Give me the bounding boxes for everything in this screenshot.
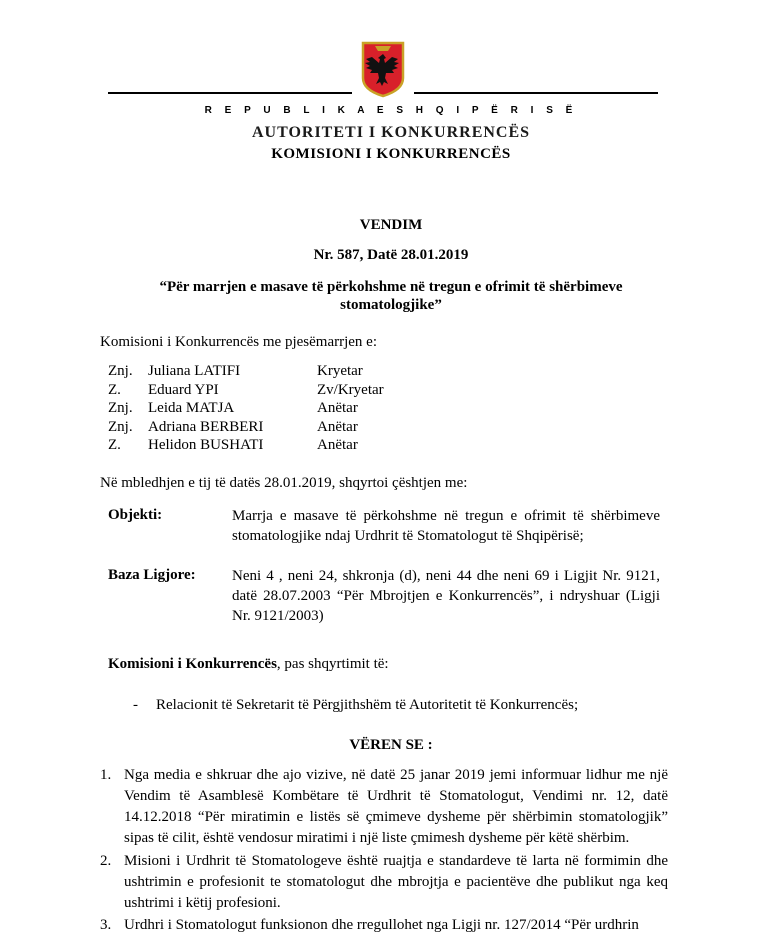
decision-heading: VENDIM [359, 217, 423, 233]
member-name: Leida MATJA [148, 400, 235, 416]
point-text: Urdhri i Stomatologut funksionon dhe rregullohet nga Ligji nr. 127/2014 “Për urdhrin [124, 917, 639, 933]
header-rule-right [414, 92, 658, 94]
objekti-label: Objekti: [108, 507, 163, 523]
relacion-bullet: - [133, 697, 138, 713]
member-title: Znj. [108, 363, 133, 379]
point-text: Misioni i Urdhrit të Stomatologeve është ruajtja e standardeve të larta në formimin dhe ushtrimin e profesionit te stomatologut dhe mbrojtja e pacientëve dhe publikut nga keq ushtrimi i këtij profesioni. [124, 853, 668, 911]
commission-name: KOMISIONI I KONKURRENCËS [271, 146, 511, 162]
member-role: Anëtar [317, 437, 358, 453]
point-number: 1. [100, 767, 112, 783]
member-title: Znj. [108, 400, 133, 416]
member-title: Znj. [108, 419, 133, 435]
member-role: Anëtar [317, 400, 358, 416]
member-name: Adriana BERBERI [148, 419, 264, 435]
member-role: Zv/Kryetar [317, 382, 384, 398]
baza-ligjore-label: Baza Ligjore: [108, 567, 196, 583]
objekti-text: Marrja e masave të përkohshme në tregun e ofrimit të shërbimeve stomatologjike ndaj Urdhrit të Stomatologut të Shqipërisë; [232, 508, 660, 544]
point-text: Nga media e shkruar dhe ajo vizive, në datë 25 janar 2019 jemi informuar lidhur me një Vendim të Asamblesë Kombëtare të Urdhrit të Stomatologut, Vendimi nr. 12, datë 14.12.2018 “Për miratimin e listës së çmimeve dysheme për shërbimin stomatologjik” sipas të cilit, është vendosur miratimi i një liste çmimesh dysheme për këtë shërbim. [124, 767, 668, 846]
intro-text: Komisioni i Konkurrencës me pjesëmarrjen e: [100, 334, 378, 350]
albanian-eagle-emblem-icon [360, 40, 406, 98]
komisioni-rest: , pas shqyrtimit të: [276, 656, 389, 672]
point-number: 3. [100, 917, 112, 933]
relacion-text: Relacionit të Sekretarit të Përgjithshëm të Autoritetit të Konkurrencës; [156, 697, 579, 713]
member-name: Eduard YPI [148, 382, 219, 398]
member-role: Anëtar [317, 419, 358, 435]
header-rule-left [108, 92, 352, 94]
member-role: Kryetar [317, 363, 363, 379]
member-title: Z. [108, 382, 121, 398]
komisioni-bold: Komisioni i Konkurrencës [108, 656, 277, 672]
komisioni-line [108, 656, 389, 673]
member-name: Juliana LATIFI [148, 363, 241, 379]
meeting-text: Në mbledhjen e tij të datës 28.01.2019, shqyrtoi çështjen me: [100, 475, 468, 491]
baza-ligjore-text: Neni 4 , neni 24, shkronja (d), neni 44 dhe neni 69 i Ligjit Nr. 9121, datë 28.07.2003 “Për Mbrojtjen e Konkurrencës”, i ndryshuar (Ligji Nr. 9121/2003) [232, 568, 660, 624]
veren-se-heading: VËREN SE : [349, 737, 433, 753]
decision-subject-line1: “Për marrjen e masave të përkohshme në tregun e ofrimit të shërbimeve [159, 279, 623, 295]
decision-subject-line2: stomatologjike” [340, 297, 442, 313]
member-title: Z. [108, 437, 121, 453]
republic-label: R E P U B L I K A E S H Q I P Ë R I S Ë [204, 105, 578, 116]
point-number: 2. [100, 853, 112, 869]
authority-name: AUTORITETI I KONKURRENCËS [251, 124, 531, 141]
member-name: Helidon BUSHATI [148, 437, 264, 453]
decision-number: Nr. 587, Datë 28.01.2019 [313, 247, 469, 263]
